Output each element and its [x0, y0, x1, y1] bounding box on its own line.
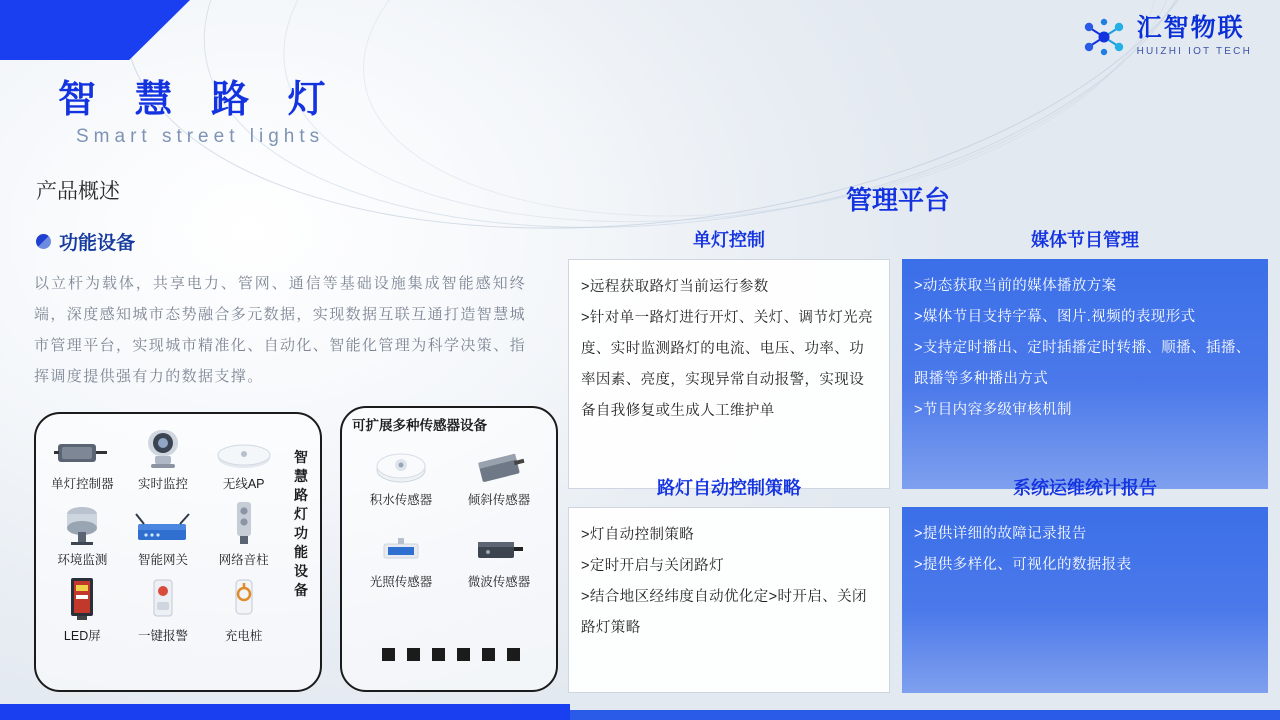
card-body — [902, 259, 1268, 489]
overview-paragraph: 以立杆为载体，共享电力、管网、通信等基础设施集成智能感知终端，深度感知城市态势融合多元数据，实现数据互联互通打造智慧城市管理平台，实现城市精准化、自动化、智能化管理为科学决策、指挥调度提供强有力的数据支撑。 — [34, 275, 527, 385]
card-line: >支持定时播出、定时插播定时转播、顺播、插播、跟播等多种播出方式 — [914, 340, 1251, 387]
device-label: 一键报警 — [137, 629, 188, 643]
device-item — [352, 436, 450, 508]
card-single-lamp-control — [568, 226, 890, 489]
device-label: 充电桩 — [224, 629, 263, 643]
page-subtitle: Smart street lights — [76, 126, 325, 147]
device-label: LED屏 — [63, 629, 101, 643]
tilt-sensor-icon — [450, 436, 548, 486]
device-label: 倾斜传感器 — [467, 493, 531, 507]
wireless-ap-icon — [203, 420, 284, 470]
device-item — [450, 518, 548, 590]
bottom-accent-bar-secondary — [570, 710, 1280, 720]
card-system-ops-report — [902, 474, 1268, 693]
dot-icon — [432, 648, 445, 661]
device-item — [203, 420, 284, 492]
card-street-lamp-auto-control — [568, 474, 890, 693]
sensor-dots-row — [382, 648, 520, 661]
device-label: 环境监测 — [57, 553, 108, 567]
device-item — [42, 572, 123, 644]
device-grid-primary — [42, 420, 284, 644]
microwave-sensor-icon — [450, 518, 548, 568]
dot-icon — [482, 648, 495, 661]
dot-icon — [382, 648, 395, 661]
alarm-button-icon — [123, 572, 204, 622]
device-item — [450, 436, 548, 508]
card-line: >定时开启与关闭路灯 — [581, 558, 724, 574]
device-item — [203, 496, 284, 568]
card-line: >媒体节目支持字幕、图片.视频的表现形式 — [914, 309, 1196, 325]
card-body — [568, 507, 890, 693]
card-line: >灯自动控制策略 — [581, 527, 695, 543]
brand-logo — [1081, 16, 1252, 57]
card-media-program-management — [902, 226, 1268, 489]
platform-title: 管理平台 — [845, 185, 950, 215]
card-line: >结合地区经纬度自动优化定>时开启、关闭路灯策略 — [581, 589, 867, 636]
device-item — [123, 572, 204, 644]
section-title-overview: 产品概述 — [36, 180, 120, 203]
dot-icon — [507, 648, 520, 661]
card-line: >远程获取路灯当前运行参数 — [581, 279, 769, 295]
card-title: 系统运维统计报告 — [1013, 478, 1157, 498]
device-item — [123, 496, 204, 568]
dot-icon — [457, 648, 470, 661]
device-item — [352, 518, 450, 590]
device-item — [42, 496, 123, 568]
device-box-sensors-heading: 可扩展多种传感器设备 — [352, 418, 487, 433]
device-label: 实时监控 — [137, 477, 188, 491]
card-line: >动态获取当前的媒体播放方案 — [914, 278, 1117, 294]
device-box-primary-vertical-label: 智慧路灯功能设备 — [294, 449, 308, 598]
card-line: >针对单一路灯进行开灯、关灯、调节灯光亮度、实时监测路灯的电流、电压、功率、功率因素、亮度，实现异常自动报警，实现设备自我修复或生成人工维护单 — [581, 310, 873, 419]
speaker-icon — [203, 496, 284, 546]
device-item — [123, 420, 204, 492]
card-title: 媒体节目管理 — [1031, 230, 1139, 250]
molecule-logo-icon — [1081, 17, 1127, 57]
environment-sensor-icon — [42, 496, 123, 546]
card-line: >提供多样化、可视化的数据报表 — [914, 557, 1132, 573]
camera-icon — [123, 420, 204, 470]
brand-name-en: HUIZHI IOT TECH — [1136, 46, 1252, 57]
device-label: 智能网关 — [137, 553, 188, 567]
page-title: 智 慧 路 灯 — [58, 79, 340, 121]
controller-icon — [42, 420, 123, 470]
card-line: >节目内容多级审核机制 — [914, 402, 1072, 418]
device-label: 微波传感器 — [467, 575, 531, 589]
device-label: 单灯控制器 — [51, 477, 114, 491]
device-label: 积水传感器 — [369, 493, 433, 507]
dot-icon — [407, 648, 420, 661]
half-circle-icon — [36, 234, 51, 249]
feature-heading-label: 功能设备 — [59, 233, 136, 254]
feature-heading — [36, 228, 135, 255]
device-item — [42, 420, 123, 492]
device-item — [203, 572, 284, 644]
device-label: 无线AP — [222, 477, 265, 491]
gateway-icon — [123, 496, 204, 546]
water-sensor-icon — [352, 436, 450, 486]
card-body — [902, 507, 1268, 693]
brand-name-cn: 汇智物联 — [1136, 14, 1245, 42]
card-body — [568, 259, 890, 489]
card-title: 单灯控制 — [693, 230, 765, 250]
led-screen-icon — [42, 572, 123, 622]
card-line: >提供详细的故障记录报告 — [914, 526, 1087, 542]
bottom-accent-bar — [0, 704, 570, 720]
device-label: 网络音柱 — [218, 553, 269, 567]
charging-pile-icon — [203, 572, 284, 622]
light-sensor-icon — [352, 518, 450, 568]
card-title: 路灯自动控制策略 — [657, 478, 801, 498]
device-grid-sensors — [352, 436, 548, 590]
device-label: 光照传感器 — [369, 575, 433, 589]
